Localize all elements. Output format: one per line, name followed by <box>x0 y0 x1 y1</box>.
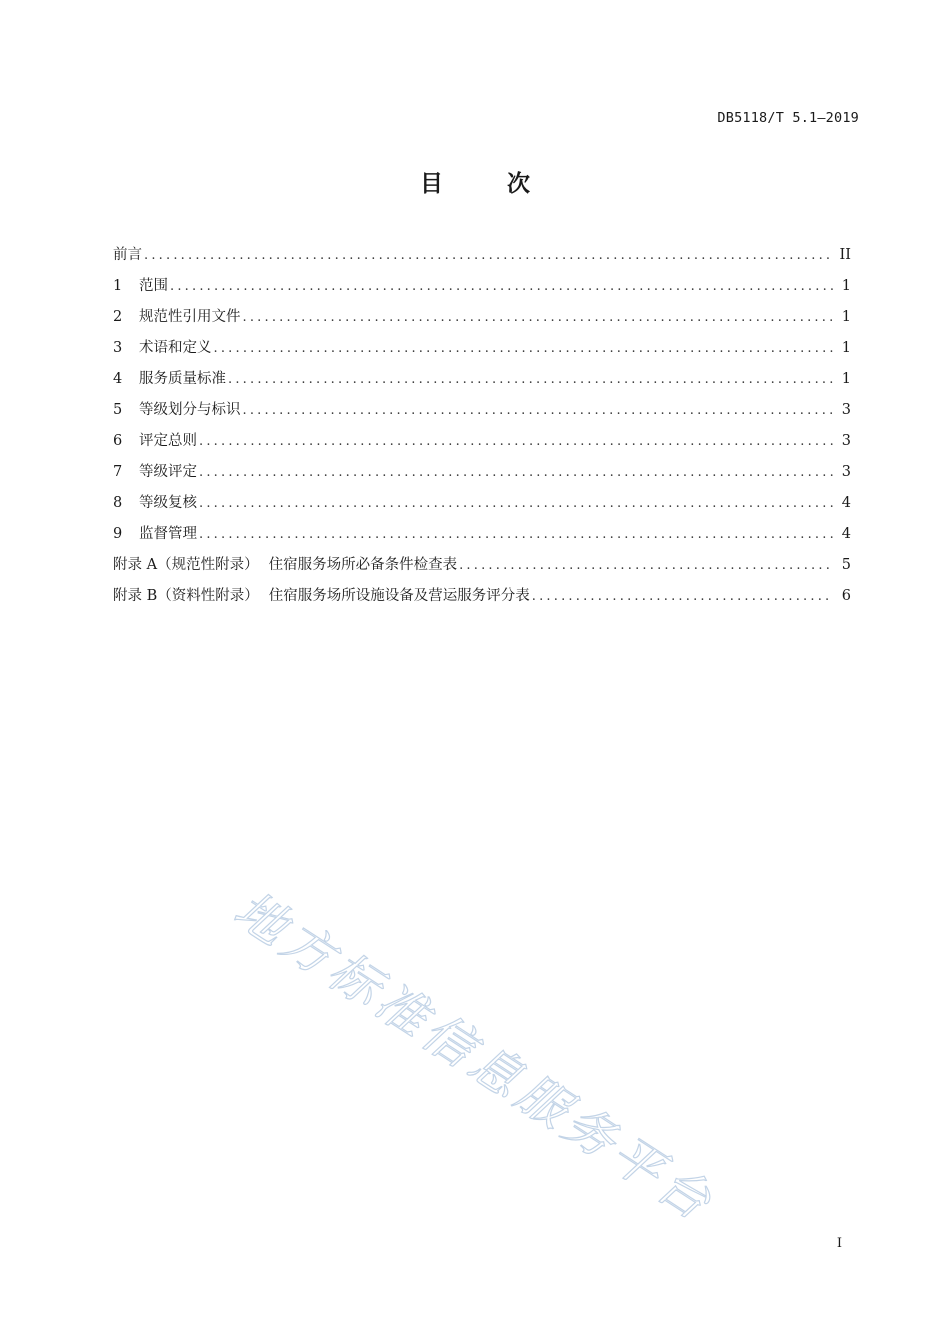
toc-entry-page: 1 <box>841 278 851 294</box>
toc-entry-label: 范围 <box>139 278 168 294</box>
toc-entry-foreword[interactable] <box>113 243 851 274</box>
toc-leader-dots <box>199 496 833 511</box>
toc-leader-dots <box>243 403 834 418</box>
toc-entry-label: 附录 A（规范性附录） <box>113 557 259 573</box>
toc-entry-page: 6 <box>841 588 851 604</box>
document-code: DB5118/T 5.1—2019 <box>717 110 859 126</box>
toc-entry-page: 1 <box>841 340 851 356</box>
watermark: 地方标准信息服务平台 <box>224 880 726 1234</box>
toc-leader-dots <box>199 434 833 449</box>
toc-entry-page: 3 <box>841 402 851 418</box>
toc-entry-label: 评定总则 <box>139 433 197 449</box>
toc-entry-5[interactable] <box>113 398 851 429</box>
toc-entry-label: 等级复核 <box>139 495 197 511</box>
toc-leader-dots <box>170 279 833 294</box>
toc-leader-dots <box>459 558 833 573</box>
toc-entry-label: 附录 B（资料性附录） <box>113 588 259 604</box>
toc-entry-3[interactable] <box>113 336 851 367</box>
toc-entry-number: 2 <box>113 309 123 325</box>
toc-entry-6[interactable] <box>113 429 851 460</box>
toc-entry-8[interactable] <box>113 491 851 522</box>
toc-leader-dots <box>214 341 834 356</box>
toc-entry-label: 服务质量标准 <box>139 371 226 387</box>
toc-entry-label: 前言 <box>113 247 142 263</box>
toc-leader-dots <box>243 310 834 325</box>
toc-entry-number: 7 <box>113 464 123 480</box>
toc-entry-appendix-b[interactable] <box>113 584 851 615</box>
toc-entry-sublabel: 住宿服务场所设施设备及营运服务评分表 <box>268 588 530 604</box>
toc-entry-number: 4 <box>113 371 123 387</box>
toc-entry-label: 等级划分与标识 <box>139 402 241 418</box>
toc-entry-label: 等级评定 <box>139 464 197 480</box>
table-of-contents <box>113 243 851 615</box>
toc-entry-number: 8 <box>113 495 123 511</box>
toc-entry-appendix-a[interactable] <box>113 553 851 584</box>
toc-leader-dots <box>228 372 833 387</box>
toc-leader-dots <box>199 465 833 480</box>
toc-entry-number: 6 <box>113 433 123 449</box>
toc-entry-9[interactable] <box>113 522 851 553</box>
toc-entry-page: 4 <box>841 495 851 511</box>
toc-leader-dots <box>532 589 833 604</box>
toc-entry-4[interactable] <box>113 367 851 398</box>
toc-entry-sublabel: 住宿服务场所必备条件检查表 <box>268 557 458 573</box>
toc-entry-number: 5 <box>113 402 123 418</box>
toc-entry-page: 3 <box>841 464 851 480</box>
toc-entry-1[interactable] <box>113 274 851 305</box>
toc-entry-label: 规范性引用文件 <box>139 309 241 325</box>
page-title: 目 次 <box>419 171 558 197</box>
toc-entry-label: 术语和定义 <box>139 340 212 356</box>
toc-entry-number: 9 <box>113 526 123 542</box>
page-number: I <box>836 1236 842 1251</box>
toc-entry-page: 4 <box>841 526 851 542</box>
toc-entry-page: 1 <box>841 371 851 387</box>
toc-entry-page: 3 <box>841 433 851 449</box>
toc-entry-page: II <box>839 247 851 263</box>
toc-entry-7[interactable] <box>113 460 851 491</box>
toc-entry-number: 3 <box>113 340 123 356</box>
toc-entry-number: 1 <box>113 278 123 294</box>
toc-leader-dots <box>144 248 833 263</box>
toc-entry-page: 1 <box>841 309 851 325</box>
toc-entry-2[interactable] <box>113 305 851 336</box>
toc-leader-dots <box>199 527 833 542</box>
toc-entry-page: 5 <box>841 557 851 573</box>
toc-entry-label: 监督管理 <box>139 526 197 542</box>
